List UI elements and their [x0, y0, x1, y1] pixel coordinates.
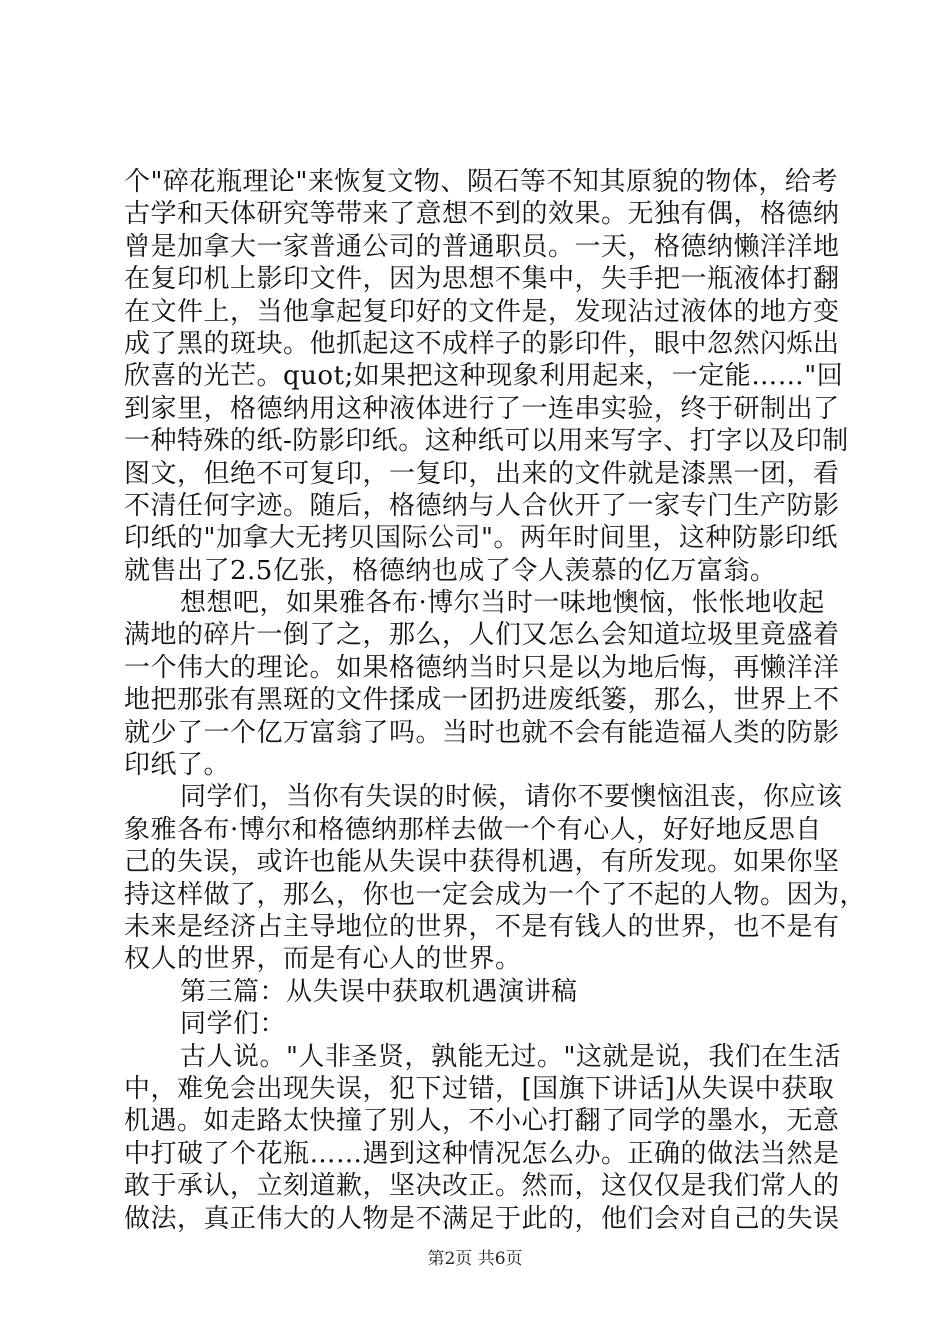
- text-line: 曾是加拿大一家普通公司的普通职员。一天，格德纳懒洋洋地: [124, 231, 840, 262]
- text-line: 古学和天体研究等带来了意想不到的效果。无独有偶，格德纳: [124, 199, 840, 230]
- document-body: [124, 166, 867, 1235]
- text-line: 印纸了。: [124, 750, 231, 781]
- text-line: 图文，但绝不可复印，一复印，出来的文件就是漆黑一团，看: [124, 458, 840, 489]
- text-line: 一种特殊的纸-防影印纸。这种纸可以用来写字、打字以及印制: [124, 426, 849, 457]
- text-line: 未来是经济占主导地位的世界，不是有钱人的世界，也不是有: [124, 911, 840, 942]
- text-line: 满地的碎片一倒了之，那么，人们又怎么会知道垃圾里竟盛着: [124, 620, 840, 651]
- text-line: 欣喜的光芒。quot;如果把这种现象利用起来，一定能……"回: [124, 361, 844, 392]
- text-line: 权人的世界，而是有心人的世界。: [124, 944, 522, 975]
- text-line: 就少了一个亿万富翁了吗。当时也就不会有能造福人类的防影: [124, 717, 840, 748]
- text-line: 中打破了个花瓶……遇到这种情况怎么办。正确的做法当然是: [124, 1138, 840, 1169]
- text-line: 中，难免会出现失误，犯下过错，[国旗下讲话]从失误中获取: [124, 1073, 835, 1104]
- text-line: 同学们：: [180, 1009, 287, 1040]
- page-footer: 第2页 共6页: [427, 1249, 523, 1269]
- text-line: 到家里，格德纳用这种液体进行了一连串实验，终于研制出了: [124, 393, 840, 424]
- text-line: 一个伟大的理论。如果格德纳当时只是以为地后悔，再懒洋洋: [124, 652, 840, 683]
- text-line: 印纸的"加拿大无拷贝国际公司"。两年时间里，这种防影印纸: [124, 523, 838, 554]
- text-line: 象雅各布·博尔和格德纳那样去做一个有心人，好好地反思自: [124, 814, 822, 845]
- text-line: 就售出了2.5亿张，格德纳也成了令人羡慕的亿万富翁。: [124, 555, 777, 586]
- text-line: 不清任何字迹。随后，格德纳与人合伙开了一家专门生产防影: [124, 490, 840, 521]
- text-line: 在复印机上影印文件，因为思想不集中，失手把一瓶液体打翻: [124, 264, 840, 295]
- text-line: 个"碎花瓶理论"来恢复文物、陨石等不知其原貌的物体，给考: [124, 167, 838, 197]
- text-line: 己的失误，或许也能从失误中获得机遇，有所发现。如果你坚: [124, 847, 840, 878]
- text-line: 地把那张有黑斑的文件揉成一团扔进废纸篓，那么，世界上不: [124, 685, 840, 716]
- text-line: 古人说。"人非圣贤，孰能无过。"这就是说，我们在生活: [180, 1041, 841, 1072]
- text-line: 持这样做了，那么，你也一定会成为一个了不起的人物。因为，: [124, 879, 867, 910]
- text-line: 敢于承认，立刻道歉，坚决改正。然而，这仅仅是我们常人的: [124, 1171, 840, 1202]
- text-line: 在文件上，当他拿起复印好的文件是，发现沾过液体的地方变: [124, 296, 840, 327]
- text-line: 同学们，当你有失误的时候，请你不要懊恼沮丧，你应该: [180, 782, 843, 813]
- text-line: 想想吧，如果雅各布·博尔当时一味地懊恼，怅怅地收起: [180, 588, 825, 619]
- text-line: 机遇。如走路太快撞了别人，不小心打翻了同学的墨水，无意: [124, 1106, 840, 1137]
- text-line: 第三篇：从失误中获取机遇演讲稿: [180, 976, 578, 1007]
- text-line: 成了黑的斑块。他抓起这不成样子的影印件，眼中忽然闪烁出: [124, 328, 840, 359]
- text-line: 做法，真正伟大的人物是不满足于此的，他们会对自己的失误: [124, 1203, 840, 1234]
